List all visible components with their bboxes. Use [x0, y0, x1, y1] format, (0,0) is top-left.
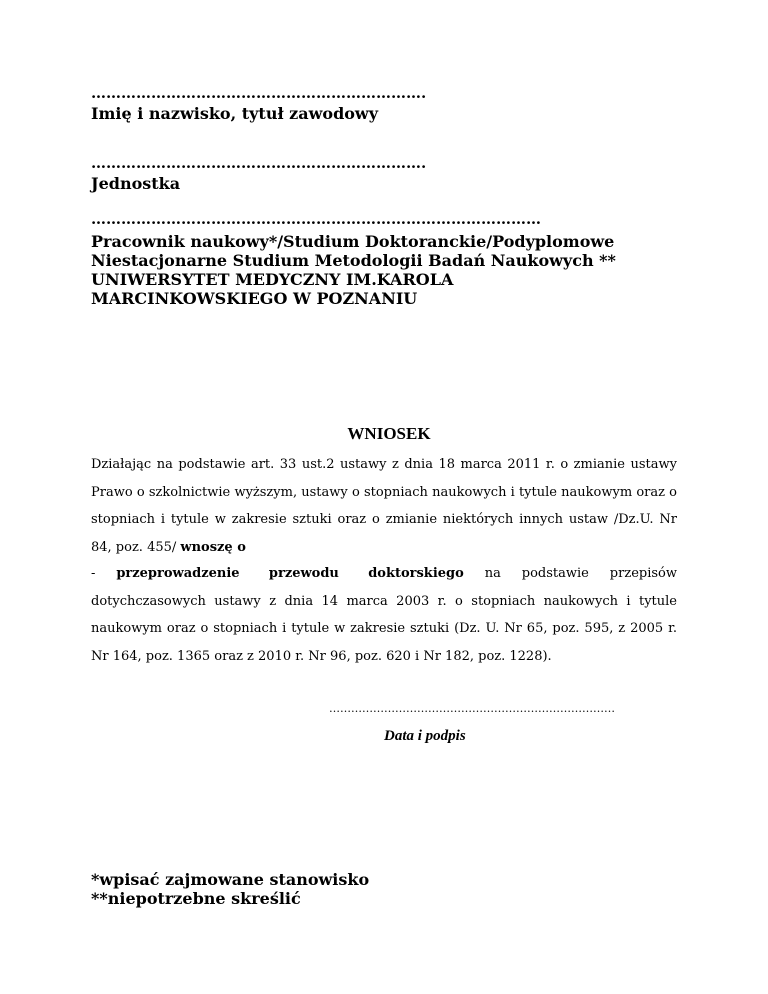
request-paragraph: [91, 451, 677, 561]
document-title: WNIOSEK: [347, 424, 431, 443]
unit-label: Jednostka: [91, 174, 181, 193]
position-line-3: UNIWERSYTET MEDYCZNY IM.KAROLA: [91, 270, 454, 289]
position-line-2: Niestacjonarne Studium Metodologii Badań Naukowych **: [91, 251, 616, 270]
procedure-bold: przeprowadzenie przewodu doktorskiego: [116, 566, 464, 581]
signature-dots: ……………………………………………………………………: [329, 702, 615, 715]
position-dots: ………………………………………………………………………………: [91, 210, 541, 228]
name-label: Imię i nazwisko, tytuł zawodowy: [91, 104, 378, 123]
position-line-1: Pracownik naukowy*/Studium Doktoranckie/Podyplomowe: [91, 232, 615, 251]
procedure-text: na podstawie przepisów dotychczasowych ustawy z dnia 14 marca 2003 r. o stopniach naukowych i tytule naukowym oraz o stopniach i tytule w zakresie sztuki (Dz. U. Nr 65, poz. 595, z 2005 r. Nr 164, poz. 1365 oraz z 2010 r. Nr 96, poz. 620 i Nr 182, poz. 1228).: [91, 566, 677, 664]
unit-dots: ………………………………………………………….: [91, 154, 427, 172]
procedure-paragraph: [91, 560, 677, 670]
footnote-2: **niepotrzebne skreślić: [91, 889, 301, 908]
footnote-1: *wpisać zajmowane stanowisko: [91, 870, 370, 889]
request-bold: wnoszę o: [180, 539, 246, 555]
request-text: Działając na podstawie art. 33 ust.2 ustawy z dnia 18 marca 2011 r. o zmianie ustawy Prawo o szkolnictwie wyższym, ustawy o stopniach naukowych i tytule naukowym oraz o stopniach i tytule w zakresie sztuki oraz o zmianie niektórych innych ustaw /Dz.U. Nr 84, poz. 455/: [91, 457, 677, 555]
position-line-4: MARCINKOWSKIEGO W POZNANIU: [91, 289, 418, 308]
signature-label: Data i podpis: [384, 728, 466, 744]
position-block: [91, 232, 616, 308]
procedure-dash: -: [91, 566, 117, 581]
name-dots: ………………………………………………………….: [91, 84, 427, 102]
